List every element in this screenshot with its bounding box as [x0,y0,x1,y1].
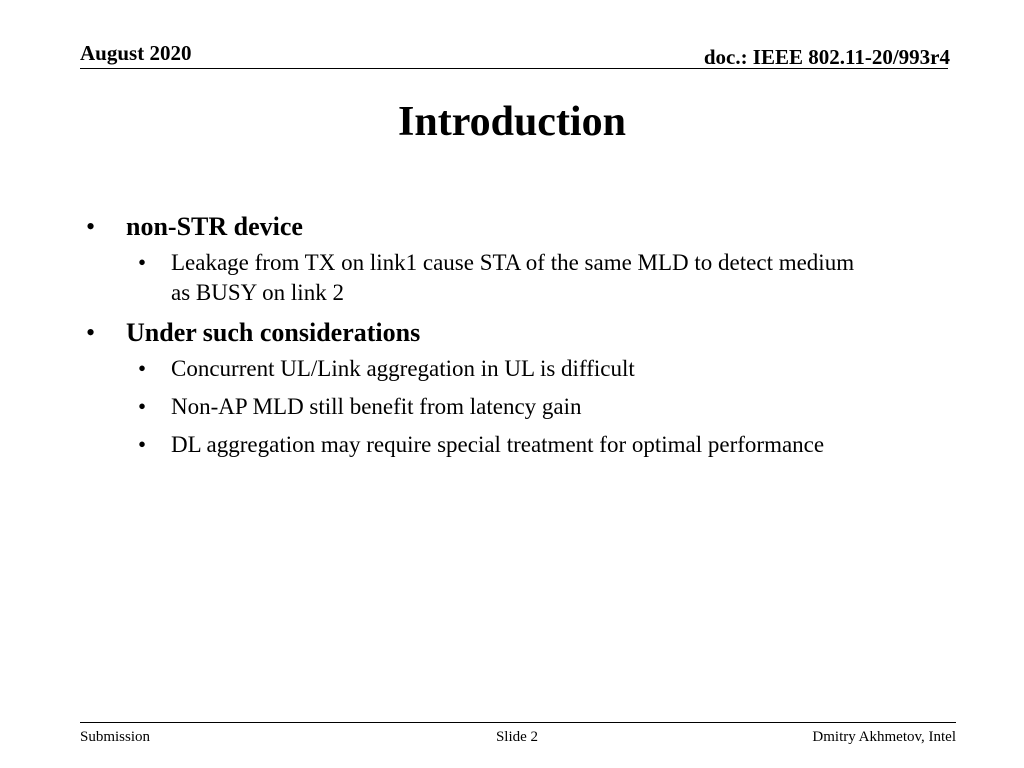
sub-bullet-item [80,392,871,422]
bullet-text: non-STR device [126,212,303,241]
header-divider [80,68,948,69]
sub-bullet-text: Non-AP MLD still benefit from latency gain [171,394,582,419]
bullet-icon: • [86,318,96,347]
sub-bullet-text: DL aggregation may require special treatment for optimal performance [171,432,825,457]
sub-bullet-text: Concurrent UL/Link aggregation in UL is difficult [171,356,635,381]
slide-body [80,210,960,468]
slide-title: Introduction [398,99,626,145]
bullet-icon: • [138,356,147,381]
sub-bullet-item [80,248,871,308]
document-id: doc.: IEEE 802.11-20/993r4 [703,45,950,69]
bullet-icon: • [138,250,147,275]
footer-divider [80,722,956,723]
sub-bullet-item [80,430,991,460]
sub-bullet-text: Leakage from TX on link1 cause STA of the same MLD to detect medium as BUSY on link 2 [171,250,855,305]
slide-number: Slide 2 [495,729,539,745]
header-date: August 2020 [80,41,192,65]
bullet-icon: • [138,394,147,419]
bullet-item [80,316,960,350]
bullet-icon: • [86,212,96,241]
bullet-text: Under such considerations [126,318,421,347]
sub-bullet-item [80,354,871,384]
bullet-icon: • [138,432,147,457]
bullet-item [80,210,960,244]
footer-author: Dmitry Akhmetov, Intel [812,729,956,745]
footer-submission: Submission [80,729,151,745]
